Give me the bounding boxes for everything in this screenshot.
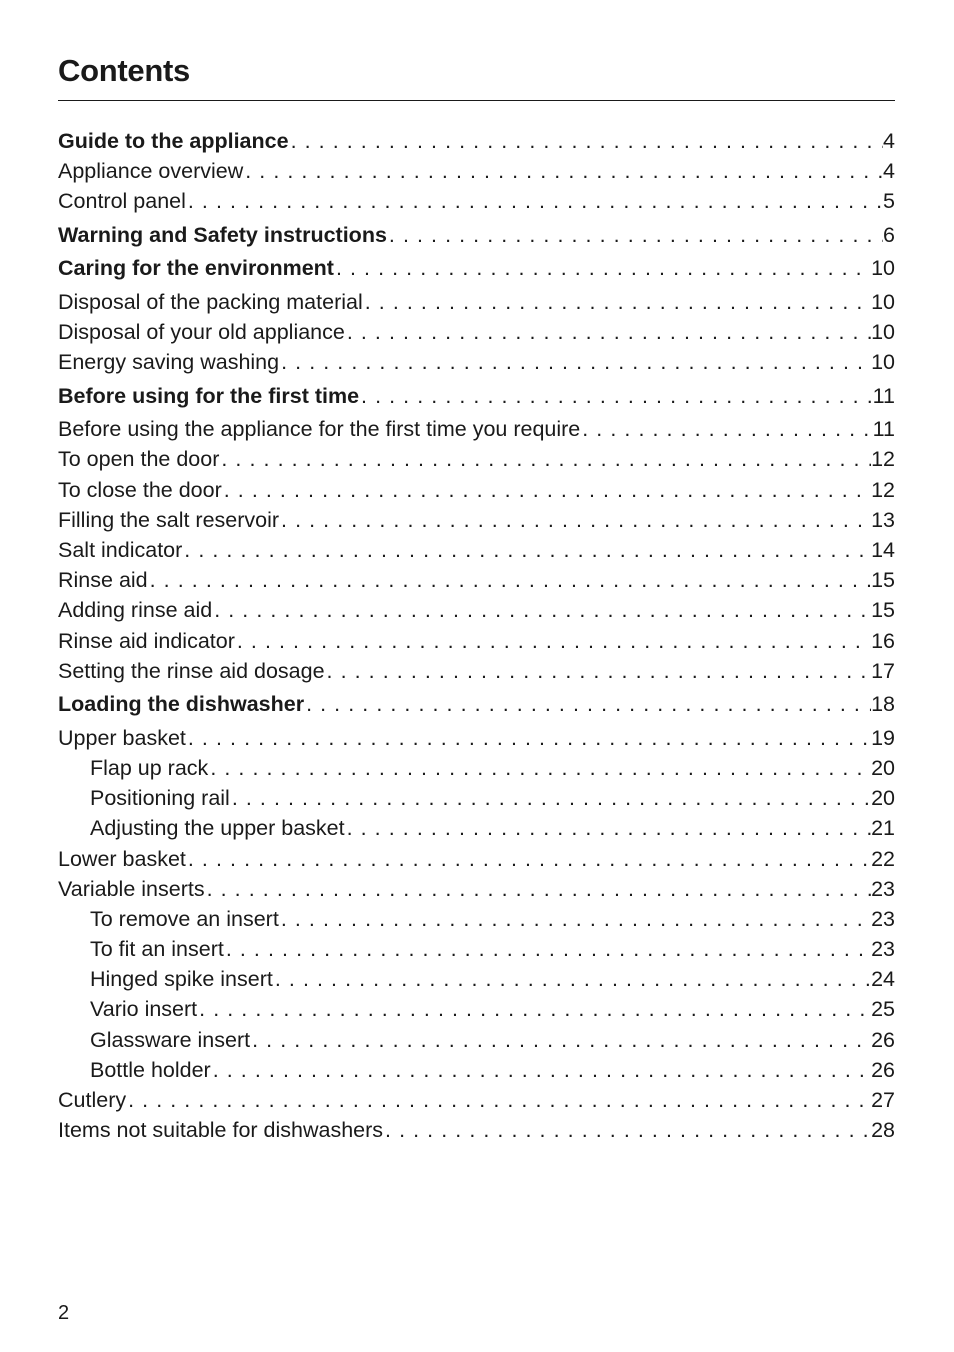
- toc-entry-label: To open the door: [58, 447, 220, 472]
- toc-page-number: 12: [871, 477, 895, 502]
- toc-page-number: 10: [871, 256, 895, 281]
- toc-entry-label: Upper basket: [58, 725, 186, 750]
- toc-entry-label: Energy saving washing: [58, 350, 280, 375]
- dot-leader: [235, 626, 871, 656]
- toc-entry-label: To fit an insert: [90, 937, 224, 962]
- toc-entry-row[interactable]: [58, 753, 895, 783]
- toc-entry-label: To remove an insert: [90, 906, 279, 931]
- dot-leader: [363, 287, 871, 317]
- toc-page-number: 11: [872, 383, 895, 408]
- dot-leader: [219, 444, 871, 474]
- dot-leader: [243, 156, 883, 186]
- toc-page-number: 16: [871, 628, 895, 653]
- toc-entry-row[interactable]: [58, 626, 895, 656]
- toc-page-number: 6: [883, 222, 895, 247]
- dot-leader: [222, 475, 871, 505]
- toc-entry-row[interactable]: [58, 317, 895, 347]
- toc-entry-row[interactable]: [58, 844, 895, 874]
- toc-entry-label: Glassware insert: [90, 1027, 251, 1052]
- toc-entry-label: Setting the rinse aid dosage: [58, 658, 325, 683]
- toc-page-number: 17: [871, 658, 895, 683]
- toc-entry-label: Warning and Safety instructions: [58, 222, 387, 247]
- toc-entry-row[interactable]: [58, 595, 895, 625]
- toc-page-number: 14: [871, 538, 895, 562]
- toc-page-number: 15: [871, 598, 895, 623]
- dot-leader: [208, 753, 871, 783]
- dot-leader: [580, 414, 872, 444]
- toc-entry-label: To close the door: [58, 477, 222, 502]
- toc-entry-row[interactable]: [58, 656, 895, 690]
- dot-leader: [289, 126, 883, 156]
- toc-entry-row[interactable]: [58, 565, 895, 595]
- dot-leader: [250, 1025, 871, 1055]
- toc-entry-row[interactable]: [58, 904, 895, 934]
- toc-section-row[interactable]: [58, 253, 895, 287]
- toc-entry-row[interactable]: [58, 475, 895, 505]
- toc-entry-label: Rinse aid indicator: [58, 628, 235, 653]
- toc-page-number: 20: [871, 786, 895, 811]
- toc-entry-label: Before using for the first time: [58, 383, 360, 408]
- toc-entry-row[interactable]: [58, 505, 895, 535]
- toc-entry-row[interactable]: [58, 186, 895, 220]
- toc-entry-row[interactable]: [58, 994, 895, 1024]
- toc-page-number: 21: [871, 816, 895, 841]
- page-number: 2: [58, 1302, 70, 1324]
- toc-entry-label: Caring for the environment: [58, 256, 334, 281]
- toc-page-number: 23: [871, 876, 895, 901]
- toc-page-number: 26: [871, 1057, 895, 1082]
- toc-page-number: 13: [871, 507, 895, 532]
- toc-entry-row[interactable]: [58, 874, 895, 904]
- dot-leader: [148, 565, 871, 595]
- toc-entry-row[interactable]: [58, 964, 895, 994]
- toc-page-number: 28: [871, 1118, 895, 1143]
- toc-entry-label: Salt indicator: [58, 538, 183, 562]
- toc-entry-row[interactable]: [58, 444, 895, 474]
- toc-section-row[interactable]: [58, 381, 895, 415]
- dot-leader: [212, 595, 871, 625]
- dot-leader: [345, 317, 871, 347]
- toc-section-row[interactable]: [58, 126, 895, 156]
- dot-leader: [186, 723, 871, 753]
- dot-leader: [359, 381, 873, 411]
- dot-leader: [126, 1085, 871, 1115]
- toc-page-number: 15: [871, 568, 895, 593]
- toc-entry-label: Rinse aid: [58, 568, 148, 593]
- dot-leader: [387, 220, 883, 250]
- toc-entry-label: Lower basket: [58, 846, 186, 871]
- dot-leader: [279, 505, 871, 535]
- toc-section-row[interactable]: [58, 689, 895, 723]
- toc-section-row[interactable]: [58, 220, 895, 254]
- toc-page-number: 24: [871, 967, 895, 992]
- toc-page-number: 19: [871, 725, 895, 750]
- dot-leader: [211, 1055, 871, 1085]
- toc-entry-row[interactable]: [58, 156, 895, 186]
- toc-entry-label: Cutlery: [58, 1088, 127, 1112]
- toc-page-number: 25: [871, 997, 895, 1022]
- toc-entry-label: Filling the salt reservoir: [58, 507, 280, 532]
- toc-entry-label: Control panel: [58, 189, 186, 214]
- toc-entry-label: Adjusting the upper basket: [90, 816, 345, 841]
- toc-page-number: 18: [871, 692, 895, 717]
- toc-entry-label: Variable inserts: [58, 876, 205, 901]
- toc-entry-label: Vario insert: [90, 997, 198, 1022]
- toc-entry-row[interactable]: [58, 1055, 895, 1085]
- toc-page-number: 10: [871, 289, 895, 314]
- toc-page-number: 20: [871, 755, 895, 780]
- toc-entry-row[interactable]: [58, 347, 895, 381]
- toc-entry-label: Flap up rack: [90, 755, 209, 780]
- toc-entry-row[interactable]: [58, 783, 895, 813]
- toc-entry-row[interactable]: [58, 535, 895, 565]
- dot-leader: [224, 934, 871, 964]
- toc-page-number: 22: [871, 846, 895, 871]
- dot-leader: [279, 904, 871, 934]
- toc-entry-label: Items not suitable for dishwashers: [58, 1118, 384, 1143]
- toc-entry-label: Before using the appliance for the first time you require: [58, 417, 581, 442]
- table-of-contents: [58, 126, 895, 1145]
- dot-leader: [182, 535, 871, 565]
- toc-entry-row[interactable]: [58, 1025, 895, 1055]
- dot-leader: [304, 689, 871, 719]
- toc-page-number: 23: [871, 937, 895, 962]
- toc-entry-row[interactable]: [58, 813, 895, 843]
- dot-leader: [197, 994, 871, 1024]
- toc-entry-label: Appliance overview: [58, 159, 244, 184]
- toc-entry-label: Positioning rail: [90, 786, 230, 811]
- toc-page-number: 26: [871, 1027, 895, 1052]
- page-title: Contents: [58, 53, 190, 88]
- dot-leader: [186, 186, 883, 216]
- toc-entry-row[interactable]: [58, 287, 895, 317]
- dot-leader: [345, 813, 871, 843]
- toc-entry-label: Bottle holder: [90, 1057, 211, 1082]
- toc-page-number: 4: [883, 129, 895, 153]
- toc-entry-label: Adding rinse aid: [58, 598, 213, 623]
- toc-page-number: 12: [871, 447, 895, 472]
- toc-page-number: 10: [871, 320, 895, 345]
- toc-entry-row[interactable]: [58, 1115, 895, 1145]
- toc-entry-row[interactable]: [58, 723, 895, 753]
- dot-leader: [334, 253, 871, 283]
- dot-leader: [325, 656, 872, 686]
- dot-leader: [383, 1115, 871, 1145]
- title-divider: [58, 100, 895, 101]
- toc-entry-label: Disposal of your old appliance: [58, 320, 345, 345]
- toc-page-number: 23: [871, 906, 895, 931]
- toc-page-number: 5: [883, 189, 895, 214]
- toc-page-number: 27: [871, 1088, 895, 1112]
- toc-entry-label: Disposal of the packing material: [58, 289, 363, 314]
- toc-page-number: 11: [872, 417, 895, 442]
- dot-leader: [273, 964, 871, 994]
- toc-page-number: 4: [883, 159, 895, 184]
- dot-leader: [279, 347, 871, 377]
- toc-entry-label: Loading the dishwasher: [58, 692, 305, 717]
- dot-leader: [205, 874, 871, 904]
- toc-entry-row[interactable]: [58, 934, 895, 964]
- toc-entry-row[interactable]: [58, 1085, 895, 1115]
- toc-entry-label: Guide to the appliance: [58, 129, 289, 153]
- toc-entry-label: Hinged spike insert: [90, 967, 273, 992]
- dot-leader: [186, 844, 871, 874]
- toc-page-number: 10: [871, 350, 895, 375]
- toc-entry-row[interactable]: [58, 414, 895, 444]
- dot-leader: [230, 783, 871, 813]
